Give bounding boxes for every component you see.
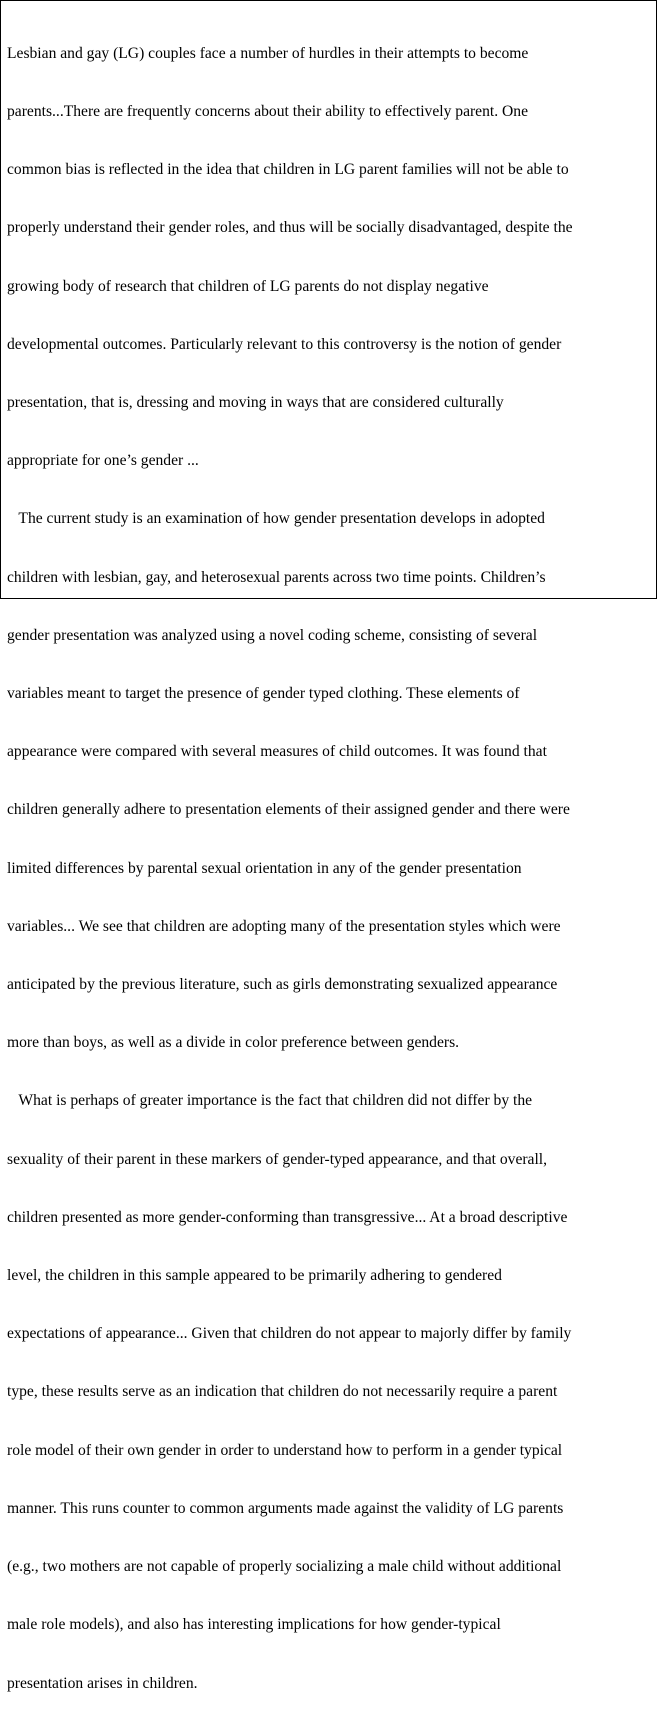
text-line: manner. This runs counter to common arguments made against the validity of LG parents (7, 1499, 564, 1517)
text-line: appearance were compared with several measures of child outcomes. It was found that (7, 743, 547, 761)
text-line: gender presentation was analyzed using a novel coding scheme, consisting of several (7, 626, 538, 644)
text-line: children presented as more gender-conforming than transgressive... At a broad descriptive (7, 1208, 568, 1226)
text-line: What is perhaps of greater importance is the fact that children did not differ by the (7, 1092, 533, 1110)
text-line: presentation, that is, dressing and moving in ways that are considered culturally (7, 394, 504, 412)
text-line: children generally adhere to presentation elements of their assigned gender and there were (7, 801, 570, 819)
text-line: limited differences by parental sexual orientation in any of the gender presentation (7, 859, 522, 877)
text-line: level, the children in this sample appeared to be primarily adhering to gendered (7, 1267, 502, 1285)
text-line: sexuality of their parent in these markers of gender-typed appearance, and that overall, (7, 1150, 548, 1168)
text-line: (e.g., two mothers are not capable of properly socializing a male child without additional (7, 1558, 562, 1576)
text-line: parents...There are frequently concerns about their ability to effectively parent. One (7, 103, 529, 121)
text-line: presentation arises in children. (7, 1674, 198, 1692)
text-line: appropriate for one’s gender ... (7, 452, 199, 470)
text-line: children with lesbian, gay, and heterosexual parents across two time points. Children’s (7, 568, 546, 586)
text-line: more than boys, as well as a divide in color preference between genders. (7, 1034, 460, 1052)
text-line: male role models), and also has interesting implications for how gender-typical (7, 1616, 501, 1634)
text-line: anticipated by the previous literature, such as girls demonstrating sexualized appearance (7, 976, 558, 994)
text-line: expectations of appearance... Given that children do not appear to majorly differ by family (7, 1325, 572, 1343)
text-line: variables... We see that children are adopting many of the presentation styles which were (7, 917, 561, 935)
text-line: common bias is reflected in the idea that children in LG parent families will not be able to (7, 161, 569, 179)
document-text (7, 5, 657, 1732)
text-line: variables meant to target the presence of gender typed clothing. These elements of (7, 685, 520, 703)
text-line: role model of their own gender in order to understand how to perform in a gender typical (7, 1441, 563, 1459)
text-line: properly understand their gender roles, and thus will be socially disadvantaged, despite the (7, 219, 573, 237)
text-line: Lesbian and gay (LG) couples face a number of hurdles in their attempts to become (7, 44, 529, 62)
text-line: The current study is an examination of how gender presentation develops in adopted (7, 510, 545, 528)
text-line: developmental outcomes. Particularly relevant to this controversy is the notion of gender (7, 335, 562, 353)
text-line: type, these results serve as an indication that children do not necessarily require a parent (7, 1383, 558, 1401)
text-line: growing body of research that children of LG parents do not display negative (7, 277, 489, 295)
